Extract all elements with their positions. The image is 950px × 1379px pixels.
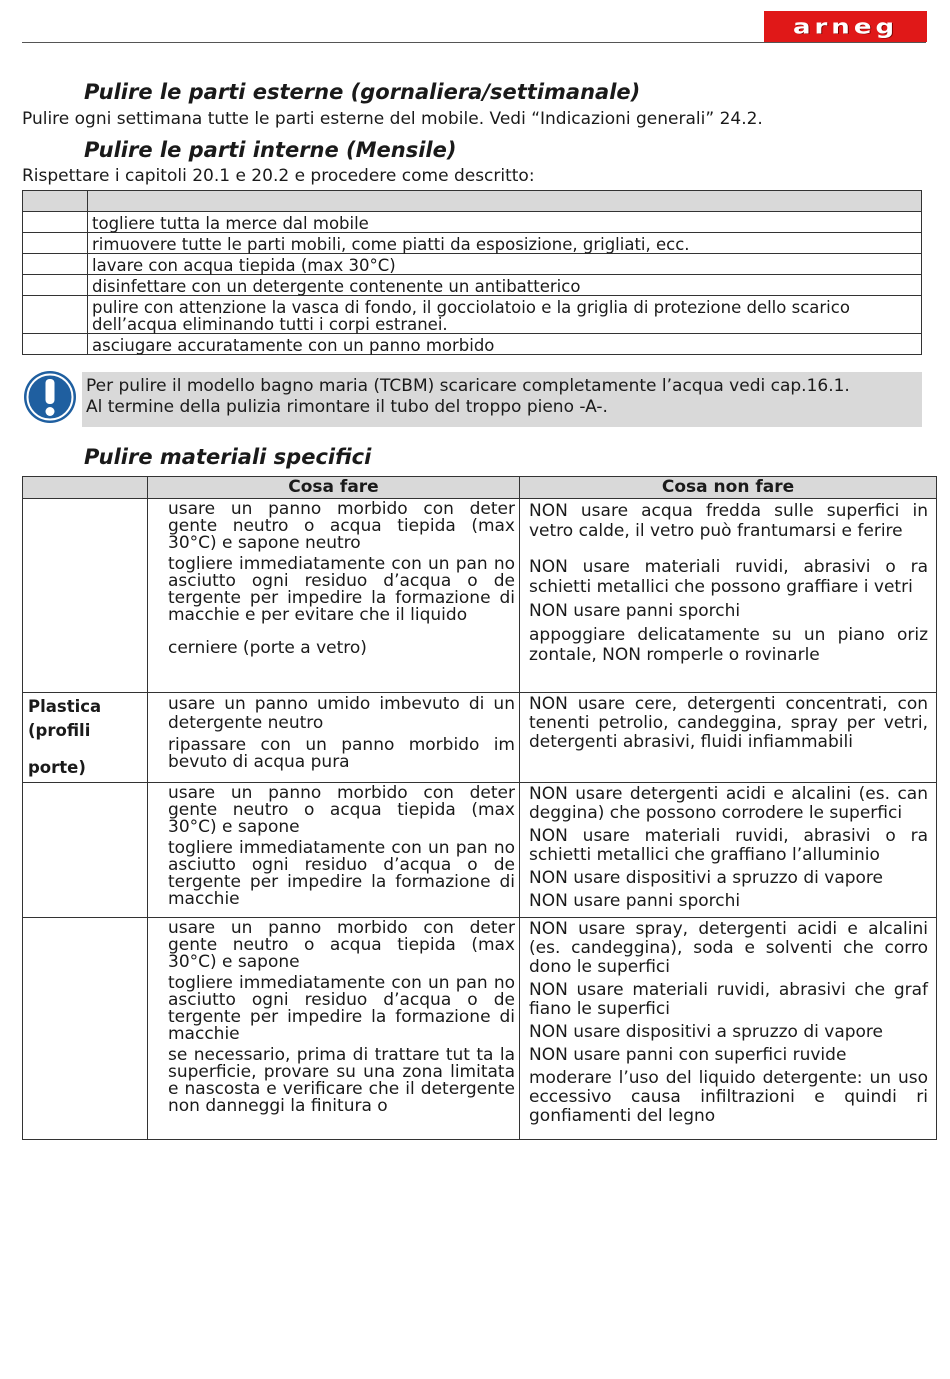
table-row [23, 693, 937, 783]
steps-table [22, 190, 922, 355]
exclamation-icon [23, 370, 77, 424]
do-cell [148, 918, 520, 1140]
table-row [23, 334, 922, 355]
table-row [23, 254, 922, 275]
dont-item: NON usare cere, detergenti concentrati, con tenenti petrolio, candeggina, spray per vetri, detergenti abrasivi, fluidi infiammabili [529, 694, 928, 752]
do-item: usare un panno umido imbevuto di un detergente neutro [168, 694, 515, 733]
dont-item: appoggiare delicatamente su un piano oriz zontale, NON romperle o rovinarle [529, 625, 928, 665]
step-number-cell [23, 254, 88, 275]
do-item: usare un panno morbido con deter gente neutro o acqua tiepida (max 30°C) e sapone [168, 918, 515, 972]
materials-header-row [23, 477, 937, 499]
steps-header-cell [23, 191, 88, 212]
warning-line-2: Al termine della pulizia rimontare il tubo del troppo pieno -A-. [86, 397, 608, 417]
step-number-cell [23, 212, 88, 233]
step-text: pulire con attenzione la vasca di fondo, il gocciolatoio e la griglia di protezione dello scarico dell’acqua eliminando tutti i corpi estranei. [88, 296, 922, 334]
dont-cell [520, 499, 937, 693]
table-row [23, 275, 922, 296]
do-item: cerniere (porte a vetro) [168, 638, 367, 658]
table-row [23, 233, 922, 254]
do-item: usare un panno morbido con deter gente neutro o acqua tiepida (max 30°C) e sapone neutro [168, 499, 515, 553]
step-number-cell [23, 334, 88, 355]
dont-item: NON usare materiali ruvidi, abrasivi o ra schietti metallici che possono graffiare i vetri [529, 557, 928, 597]
table-row [23, 499, 937, 693]
dont-item: NON usare acqua fredda sulle superfici in vetro calde, il vetro può frantumarsi e ferire [529, 501, 928, 541]
do-item: togliere immediatamente con un pan no asciutto ogni residuo d’acqua o de tergente per impedire la formazione di macchie [168, 838, 515, 909]
step-text: asciugare accuratamente con un panno morbido [88, 334, 922, 355]
table-row [23, 918, 937, 1140]
dont-item: NON usare panni sporchi [529, 891, 741, 911]
dont-item: NON usare spray, detergenti acidi e alcalini (es. candeggina), soda e solventi che corro dono le superfici [529, 919, 928, 977]
material-cell [23, 499, 148, 693]
dont-item: NON usare panni con superfici ruvide [529, 1045, 847, 1065]
material-name: (profili [28, 721, 91, 740]
dont-item: NON usare panni sporchi [529, 601, 741, 621]
dont-cell [520, 783, 937, 918]
step-text: togliere tutta la merce dal mobile [88, 212, 922, 233]
dont-item: NON usare detergenti acidi e alcalini (es. can deggina) che possono corrodere le superfici [529, 784, 928, 823]
section-materials-title: Pulire materiali specifici [84, 445, 372, 469]
table-row [23, 783, 937, 918]
dont-item: NON usare materiali ruvidi, abrasivi o ra schietti metallici che graffiano l’alluminio [529, 826, 928, 865]
step-text: rimuovere tutte le parti mobili, come piatti da esposizione, grigliati, ecc. [88, 233, 922, 254]
dont-cell [520, 918, 937, 1140]
table-row [23, 296, 922, 334]
material-cell [23, 693, 148, 783]
section-external-title: Pulire le parti esterne (gornaliera/settimanale) [84, 80, 641, 104]
dont-item: moderare l’uso del liquido detergente: un uso eccessivo causa infiltrazioni e quindi ri gonfiamenti del legno [529, 1068, 928, 1126]
header-material [23, 477, 148, 499]
dont-item: NON usare dispositivi a spruzzo di vapore [529, 1022, 884, 1042]
dont-cell [520, 693, 937, 783]
section-external-text: Pulire ogni settimana tutte le parti esterne del mobile. Vedi “Indicazioni generali” 24.2. [22, 109, 763, 129]
step-text: lavare con acqua tiepida (max 30°C) [88, 254, 922, 275]
do-cell [148, 783, 520, 918]
materials-table [22, 476, 937, 1140]
do-cell [148, 693, 520, 783]
section-internal-text: Rispettare i capitoli 20.1 e 20.2 e procedere come descritto: [22, 166, 535, 186]
material-name: Plastica [28, 697, 102, 716]
step-text: disinfettare con un detergente contenente un antibatterico [88, 275, 922, 296]
header-divider [22, 42, 926, 43]
step-number-cell [23, 275, 88, 296]
step-number-cell [23, 233, 88, 254]
brand-logo-text: arneg [792, 14, 899, 39]
material-name: porte) [28, 758, 86, 777]
warning-note [82, 372, 922, 427]
table-row [23, 212, 922, 233]
section-internal-title: Pulire le parti interne (Mensile) [84, 138, 457, 162]
do-item: togliere immediatamente con un pan no asciutto ogni residuo d’acqua o de tergente per impedire la formazione di macchie e per evitare che il liquido [168, 554, 515, 625]
dont-item: NON usare materiali ruvidi, abrasivi che graf fiano le superfici [529, 980, 928, 1019]
do-item: togliere immediatamente con un pan no asciutto ogni residuo d’acqua o de tergente per impedire la formazione di macchie [168, 973, 515, 1044]
steps-header-cell [88, 191, 922, 212]
step-number-cell [23, 296, 88, 334]
do-item: usare un panno morbido con deter gente neutro o acqua tiepida (max 30°C) e sapone [168, 783, 515, 837]
brand-logo [764, 11, 927, 42]
header-do: Cosa fare [148, 477, 520, 499]
warning-line-1: Per pulire il modello bagno maria (TCBM) scaricare completamente l’acqua vedi cap.16.1. [86, 376, 850, 396]
do-cell [148, 499, 520, 693]
do-item: ripassare con un panno morbido im bevuto di acqua pura [168, 735, 515, 772]
header-dont: Cosa non fare [520, 477, 937, 499]
dont-item: NON usare dispositivi a spruzzo di vapore [529, 868, 884, 888]
material-cell [23, 918, 148, 1140]
material-cell [23, 783, 148, 918]
do-item: se necessario, prima di trattare tut ta la superficie, provare su una zona limitata e nascosta e verificare che il detergente non danneggi la finitura o [168, 1045, 515, 1116]
steps-header-row [23, 191, 922, 212]
